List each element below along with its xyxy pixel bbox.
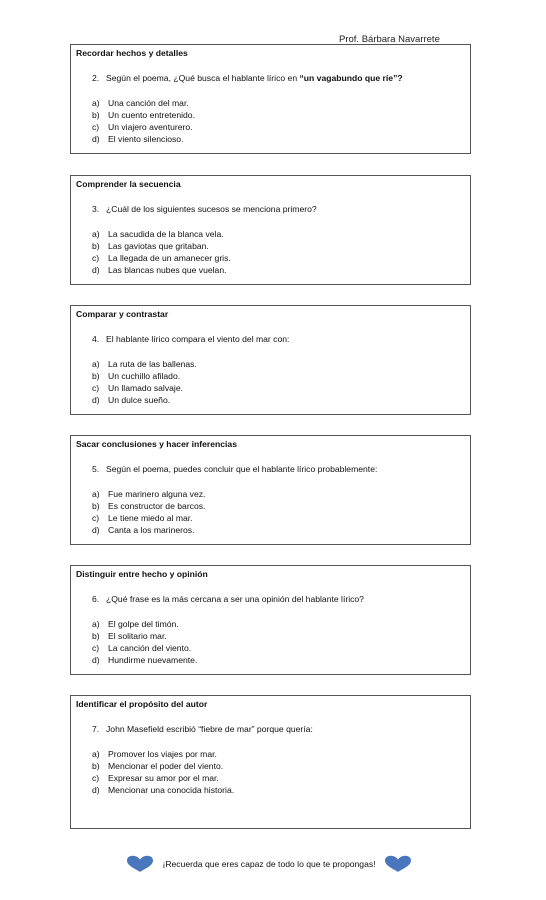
answer-option[interactable] [92,500,205,512]
option-letter: d) [92,395,100,406]
answer-options [92,358,197,406]
option-letter: a) [92,98,100,108]
section-title: Distinguir entre hecho y opinión [76,569,208,579]
footer-message: ¡Recuerda que eres capaz de todo lo que te propongas! [162,859,376,869]
option-letter: d) [92,265,100,276]
question-emphasis: “un vagabundo que ríe” [299,73,398,83]
answer-option[interactable] [92,240,231,252]
answer-option[interactable] [92,252,231,264]
option-letter: c) [92,253,100,264]
answer-option[interactable] [92,133,195,145]
question-box [70,175,471,285]
question-box [70,44,471,154]
question-body: ¿Cuál de los siguientes sucesos se menciona primero? [106,204,317,214]
question-box [70,565,471,675]
option-text: La canción del viento. [108,643,192,654]
option-text: El solitario mar. [108,631,167,642]
answer-option[interactable] [92,394,197,406]
question-number: 7. [92,724,100,734]
option-letter: a) [92,359,100,369]
question-number: 4. [92,334,100,344]
question-end: ? [397,73,403,83]
option-text: Promover los viajes por mar. [108,749,217,759]
option-letter: c) [92,383,100,394]
answer-option[interactable] [92,97,195,109]
option-letter: c) [92,513,100,524]
section-title: Sacar conclusiones y hacer inferencias [76,439,237,449]
section-title: Comprender la secuencia [76,179,181,189]
option-letter: d) [92,525,100,536]
answer-option[interactable] [92,228,231,240]
option-text: Las gaviotas que gritaban. [108,241,209,252]
option-text: El viento silencioso. [108,134,184,145]
option-letter: c) [92,122,100,133]
answer-options [92,228,231,276]
question-text [92,594,364,604]
answer-options [92,488,205,536]
question-number: 5. [92,464,100,474]
option-letter: a) [92,489,100,499]
option-text: Hundirme nuevamente. [108,655,198,666]
option-text: Un dulce sueño. [108,395,171,406]
answer-option[interactable] [92,382,197,394]
option-text: Fue marinero alguna vez. [108,489,206,499]
author-header: Prof. Bárbara Navarrete [339,34,440,45]
section-title: Recordar hechos y detalles [76,48,188,58]
heart-shape [127,856,153,872]
option-text: Es constructor de barcos. [108,501,206,512]
option-letter: b) [92,631,100,642]
option-letter: a) [92,619,100,629]
answer-option[interactable] [92,760,234,772]
question-text [92,204,317,214]
footer [126,855,412,873]
answer-option[interactable] [92,121,195,133]
option-text: Una canción del mar. [108,98,189,108]
question-number: 2. [92,73,100,83]
answer-option[interactable] [92,109,195,121]
answer-option[interactable] [92,524,205,536]
heart-icon [384,855,412,873]
question-text [92,724,313,734]
option-letter: a) [92,229,100,239]
option-text: Un cuento entretenido. [108,110,195,121]
option-text: Expresar su amor por el mar. [108,773,219,784]
answer-option[interactable] [92,784,234,796]
question-box [70,695,471,829]
option-text: Mencionar el poder del viento. [108,761,224,772]
question-text [92,334,289,344]
question-body: John Masefield escribió “fiebre de mar” porque quería: [106,724,313,734]
option-text: El golpe del timón. [108,619,179,629]
option-text: La ruta de las ballenas. [108,359,197,369]
option-letter: c) [92,773,100,784]
answer-option[interactable] [92,630,197,642]
question-text [92,73,403,83]
answer-options [92,618,197,666]
question-body: Según el poema, puedes concluir que el hablante lírico probablemente: [106,464,378,474]
question-box [70,305,471,415]
option-text: Un llamado salvaje. [108,383,183,394]
option-letter: b) [92,110,100,121]
answer-option[interactable] [92,618,197,630]
option-text: La llegada de un amanecer gris. [108,253,231,264]
answer-option[interactable] [92,654,197,666]
option-text: Canta a los marineros. [108,525,195,536]
answer-options [92,97,195,145]
section-title: Identificar el propósito del autor [76,699,208,709]
option-text: Un viajero aventurero. [108,122,193,133]
question-text [92,464,377,474]
heart-icon [126,855,154,873]
question-body: ¿Qué frase es la más cercana a ser una opinión del hablante lírico? [106,594,364,604]
answer-option[interactable] [92,512,205,524]
answer-option[interactable] [92,488,205,500]
option-text: La sacudida de la blanca vela. [108,229,224,239]
question-box [70,435,471,545]
answer-option[interactable] [92,264,231,276]
question-body: El hablante lírico compara el viento del mar con: [106,334,290,344]
option-letter: b) [92,761,100,772]
option-letter: a) [92,749,100,759]
option-letter: b) [92,241,100,252]
option-letter: b) [92,501,100,512]
question-number: 6. [92,594,100,604]
section-title: Comparar y contrastar [76,309,169,319]
option-letter: d) [92,134,100,145]
option-letter: c) [92,643,100,654]
option-letter: b) [92,371,100,382]
question-number: 3. [92,204,100,214]
question-body: Según el poema, ¿Qué busca el hablante lírico en [106,73,300,83]
option-text: Un cuchillo afilado. [108,371,181,382]
option-letter: d) [92,785,100,796]
answer-option[interactable] [92,358,197,370]
answer-option[interactable] [92,772,234,784]
heart-shape [385,856,411,872]
answer-options [92,748,234,796]
answer-option[interactable] [92,748,234,760]
option-text: Las blancas nubes que vuelan. [108,265,227,276]
option-text: Mencionar una conocida historia. [108,785,235,796]
answer-option[interactable] [92,642,197,654]
answer-option[interactable] [92,370,197,382]
option-text: Le tiene miedo al mar. [108,513,193,524]
option-letter: d) [92,655,100,666]
